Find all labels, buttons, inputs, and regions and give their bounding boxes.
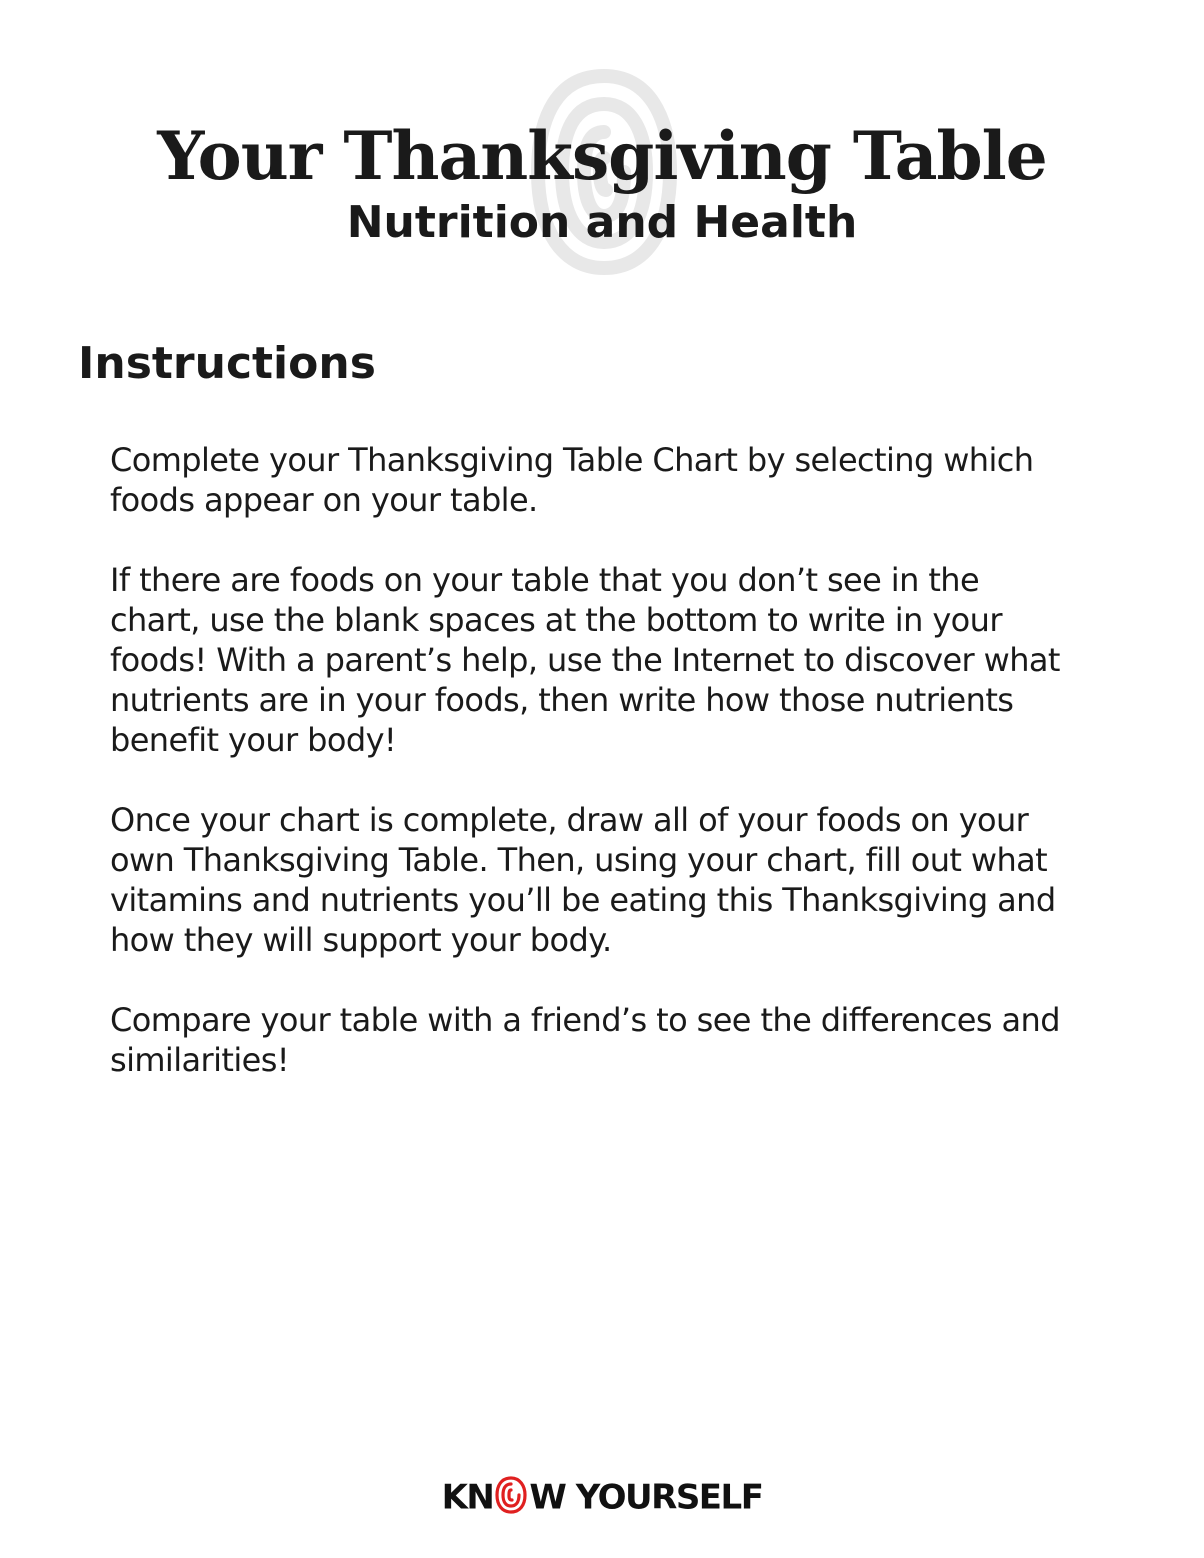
- instruction-paragraph: Compare your table with a friend’s to see the differences and similarities!: [110, 1001, 1060, 1079]
- instructions-body: [110, 440, 1070, 1120]
- document-title: Your Thanksgiving Table: [157, 117, 1047, 195]
- know-yourself-logo: [0, 1474, 1204, 1520]
- instruction-paragraph: Complete your Thanksgiving Table Chart by selecting which foods appear on your table.: [110, 441, 1034, 519]
- logo-text-left: KN: [441, 1477, 494, 1518]
- fingerprint-icon: [494, 1475, 528, 1515]
- instructions-heading: Instructions: [78, 338, 376, 389]
- logo-text-right: W YOURSELF: [529, 1477, 763, 1518]
- instruction-paragraph: Once your chart is complete, draw all of your foods on your own Thanksgiving Table. Then, using your chart, fill out what vitamins and nutrients you’ll be eating this Thanksgiving and how they will support your body.: [110, 801, 1056, 959]
- instruction-paragraph: If there are foods on your table that you don’t see in the chart, use the blank spaces at the bottom to write in your foods! With a parent’s help, use the Internet to discover what nutrients are in your foods, then write how those nutrients benefit your body!: [110, 561, 1060, 759]
- document-subtitle: Nutrition and Health: [346, 197, 858, 248]
